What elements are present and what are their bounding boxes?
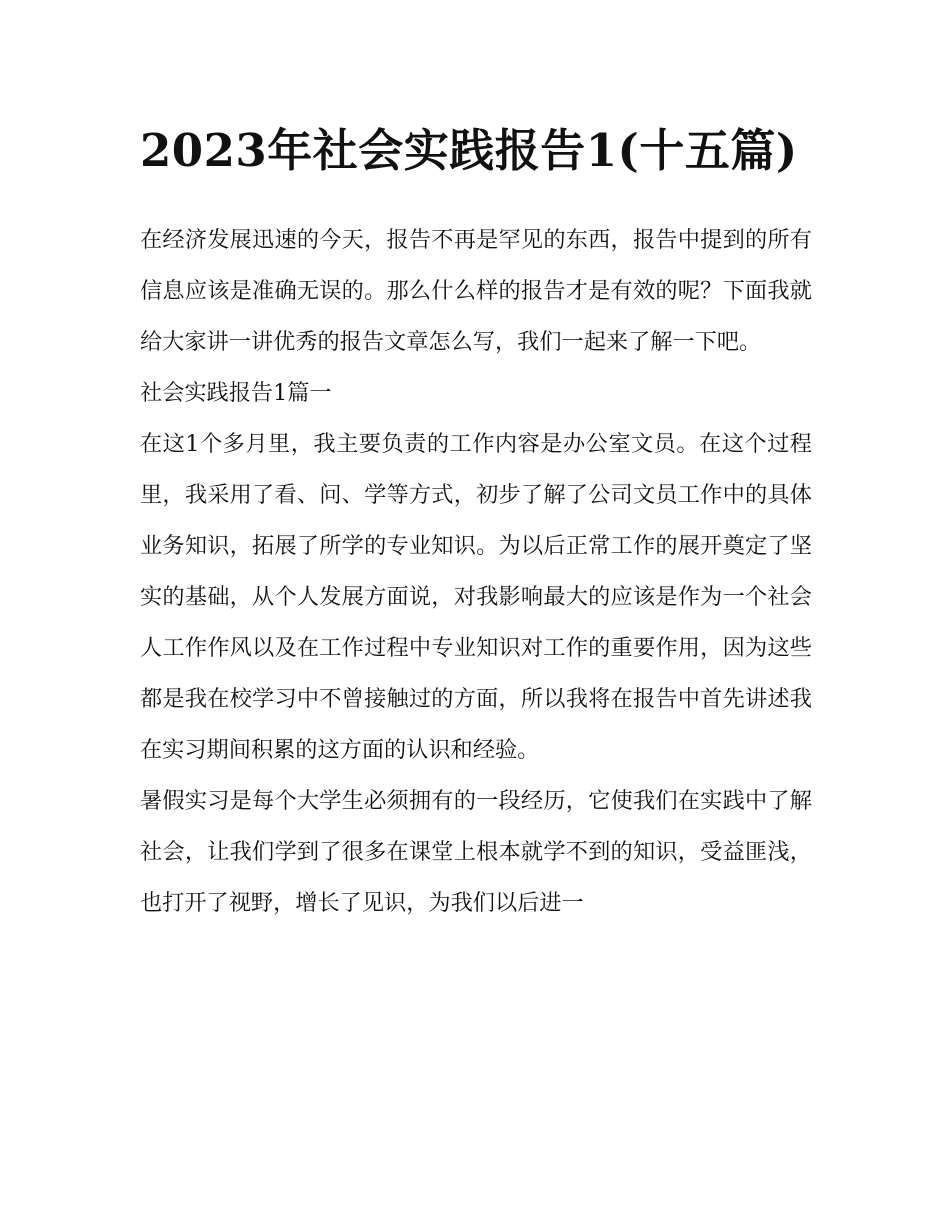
document-page <box>140 112 812 929</box>
intro-paragraph: 在经济发展迅速的今天，报告不再是罕见的东西，报告中提到的所有信息应该是准确无误的。那么什么样的报告才是有效的呢？下面我就给大家讲一讲优秀的报告文章怎么写，我们一起来了解一下吧。 <box>140 227 812 355</box>
document-title: 2023年社会实践报告1(十五篇) <box>140 124 798 177</box>
section-heading: 社会实践报告1篇一 <box>140 380 332 406</box>
body-paragraph-2: 暑假实习是每个大学生必须拥有的一段经历，它使我们在实践中了解社会，让我们学到了很多在课堂上根本就学不到的知识，受益匪浅，也打开了视野，增长了见识，为我们以后进一 <box>140 788 812 916</box>
body-paragraph-1: 在这1个多月里，我主要负责的工作内容是办公室文员。在这个过程里，我采用了看、问、学等方式，初步了解了公司文员工作中的具体业务知识，拓展了所学的专业知识。为以后正常工作的展开奠定了坚实的基础，从个人发展方面说，对我影响最大的应该是作为一个社会人工作作风以及在工作过程中专业知识对工作的重要作用，因为这些都是我在校学习中不曾接触过的方面，所以我将在报告中首先讲述我在实习期间积累的这方面的认识和经验。 <box>140 431 812 763</box>
